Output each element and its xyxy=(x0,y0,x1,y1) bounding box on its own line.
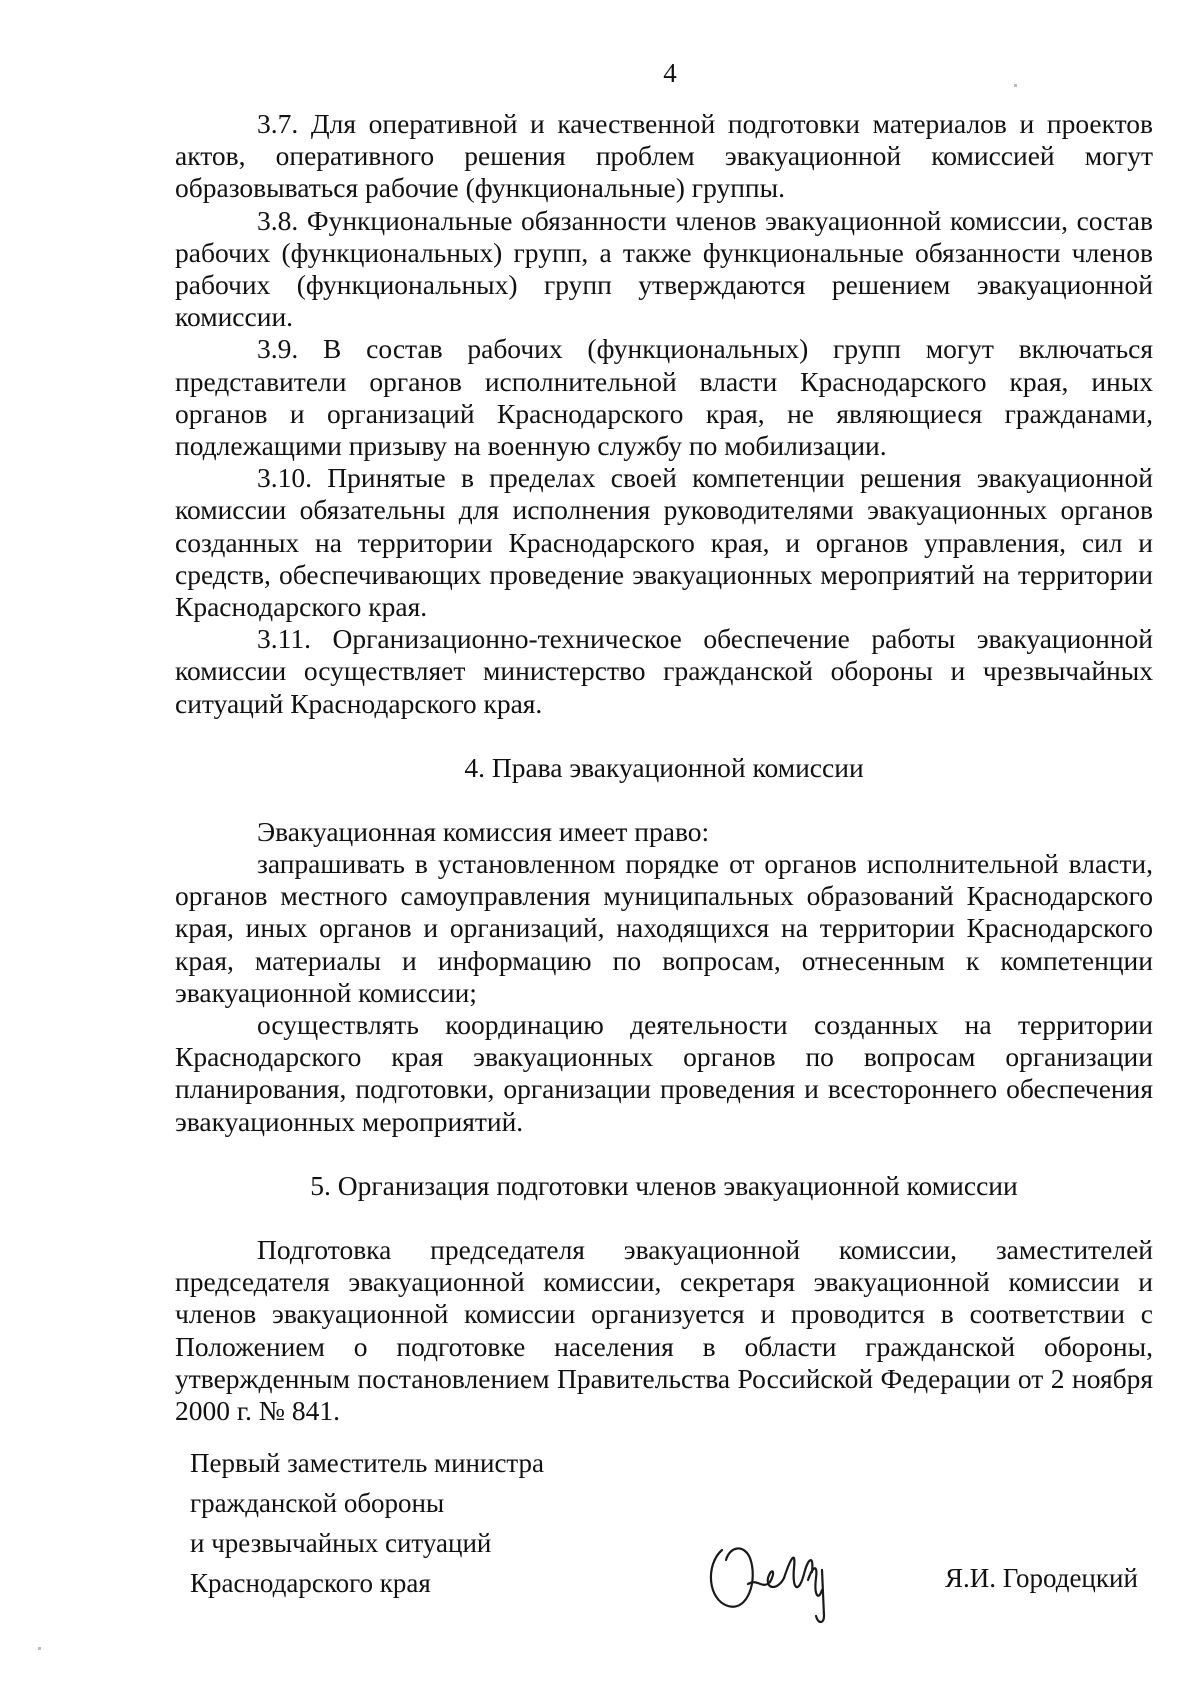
scan-speck xyxy=(38,1647,41,1650)
section-4-intro: Эвакуационная комиссия имеет право: xyxy=(257,815,710,847)
section-5-heading: 5. Организация подготовки членов эвакуационной комиссии xyxy=(310,1169,1018,1201)
signatory-position-line: и чрезвычайных ситуаций xyxy=(190,1528,492,1558)
paragraph-3-7: 3.7. Для оперативной и качественной подготовки материалов и проектов актов, оперативного решения проблем эвакуационной комиссией могут образовываться рабочие (функциональные) группы. xyxy=(175,108,1153,204)
section-4-heading: 4. Права эвакуационной комиссии xyxy=(464,751,864,783)
signatory-position-line: Первый заместитель министра xyxy=(190,1448,545,1478)
section-5-paragraph: Подготовка председателя эвакуационной комиссии, заместителей председателя эвакуационной комиссии, секретаря эвакуационной комиссии и членов эвакуационной комиссии организуется и проводится в соответствии с Положением о подготовке населения в области гражданской обороны, утвержденным постановлением Правительства Российской Федерации от 2 ноября 2000 г. № 841. xyxy=(175,1233,1153,1426)
signatory-position-line: гражданской обороны xyxy=(190,1488,445,1518)
section-4-right-request: запрашивать в установленном порядке от органов исполнительной власти, органов местного самоуправления муниципальных образований Краснодарского края, иных органов и организаций, находящихся на территории Краснодарского края, материалы и информацию по вопросам, отнесенным к компетенции эвакуационной комиссии; xyxy=(175,848,1153,1008)
paragraph-3-9: 3.9. В состав рабочих (функциональных) групп могут включаться представители органов исполнительной власти Краснодарского края, иных органов и организаций Краснодарского края, не являющиеся гражданами, подлежащими призыву на военную службу по мобилизации. xyxy=(175,333,1153,462)
section-4-right-coordinate: осуществлять координацию деятельности созданных на территории Краснодарского края эвакуационных органов по вопросам организации планирования, подготовки, организации проведения и всестороннего обеспечения эвакуационных мероприятий. xyxy=(175,1009,1153,1137)
scan-speck xyxy=(1014,84,1017,87)
signatory-position-line: Краснодарского края xyxy=(190,1568,431,1598)
handwritten-signature xyxy=(700,1520,860,1630)
paragraph-3-11: 3.11. Организационно-техническое обеспечение работы эвакуационной комиссии осуществляет министерство гражданской обороны и чрезвычайных ситуаций Краснодарского края. xyxy=(175,623,1153,719)
signatory-position xyxy=(190,1443,544,1603)
document-body xyxy=(175,108,1153,1427)
signatory-name: Я.И. Городецкий xyxy=(945,1563,1138,1593)
paragraph-3-8: 3.8. Функциональные обязанности членов эвакуационной комиссии, состав рабочих (функциональных) групп, а также функциональные обязанности членов рабочих (функциональных) групп утверждаются решением эвакуационной комиссии. xyxy=(175,204,1153,333)
page-number: 4 xyxy=(663,58,677,88)
paragraph-3-10: 3.10. Принятые в пределах своей компетенции решения эвакуационной комиссии обязательны для исполнения руководителями эвакуационных органов созданных на территории Краснодарского края, и органов управления, сил и средств, обеспечивающих проведение эвакуационных мероприятий на территории Краснодарского края. xyxy=(175,462,1153,623)
